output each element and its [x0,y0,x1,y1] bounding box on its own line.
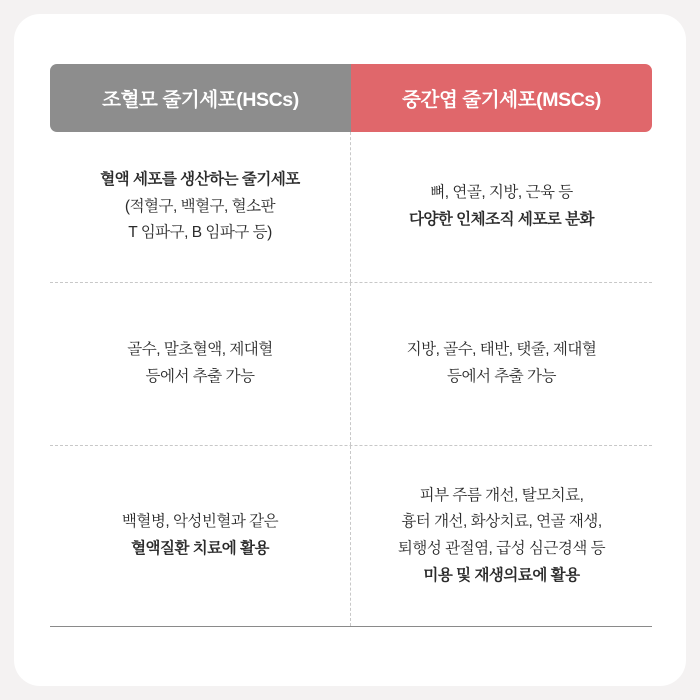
cell-text-line: 지방, 골수, 태반, 탯줄, 제대혈 [406,341,597,359]
cell-text-line: 골수, 말초혈액, 제대혈 [127,341,273,359]
cell-msc-source [351,283,652,445]
cell-msc-definition [351,132,652,282]
cell-msc-usage [351,446,652,626]
cell-text-line: 등에서 추출 가능 [447,368,556,385]
comparison-table [50,64,652,627]
table-row [50,446,652,627]
column-header-hsc-label: 조혈모 줄기세포(HSCs) [102,89,299,111]
cell-text-line: 퇴행성 관절염, 급성 심근경색 등 [397,540,606,557]
table-row [50,283,652,446]
cell-hsc-usage [50,446,351,626]
cell-text-line: 뼈, 연골, 지방, 근육 등 [430,184,573,202]
cell-text-line: T 임파구, B 임파구 등) [128,224,272,242]
cell-text-line: 혈액 세포를 생산하는 줄기세포 [100,171,300,189]
column-header-msc [351,64,652,132]
cell-hsc-source [50,283,351,445]
cell-text-line: 피부 주름 개선, 탈모치료, [419,486,584,504]
cell-hsc-definition [50,132,351,282]
column-header-hsc [50,64,351,132]
table-header-row [50,64,652,132]
cell-text-line: 등에서 추출 가능 [145,368,255,385]
table-row [50,132,652,283]
column-header-msc-label: 중간엽 줄기세포(MSCs) [402,89,601,111]
cell-text-line: 다양한 인체조직 세포로 분화 [408,211,595,228]
cell-text-line: 흉터 개선, 화상치료, 연골 재생, [401,513,602,531]
comparison-card [14,14,686,686]
cell-text-line: 미용 및 재생의료에 활용 [423,566,580,584]
cell-text-line: (적혈구, 백혈구, 혈소판 [124,197,276,215]
cell-text-line: 혈액질환 치료에 활용 [131,540,269,557]
cell-text-line: 백혈병, 악성빈혈과 같은 [121,513,279,531]
